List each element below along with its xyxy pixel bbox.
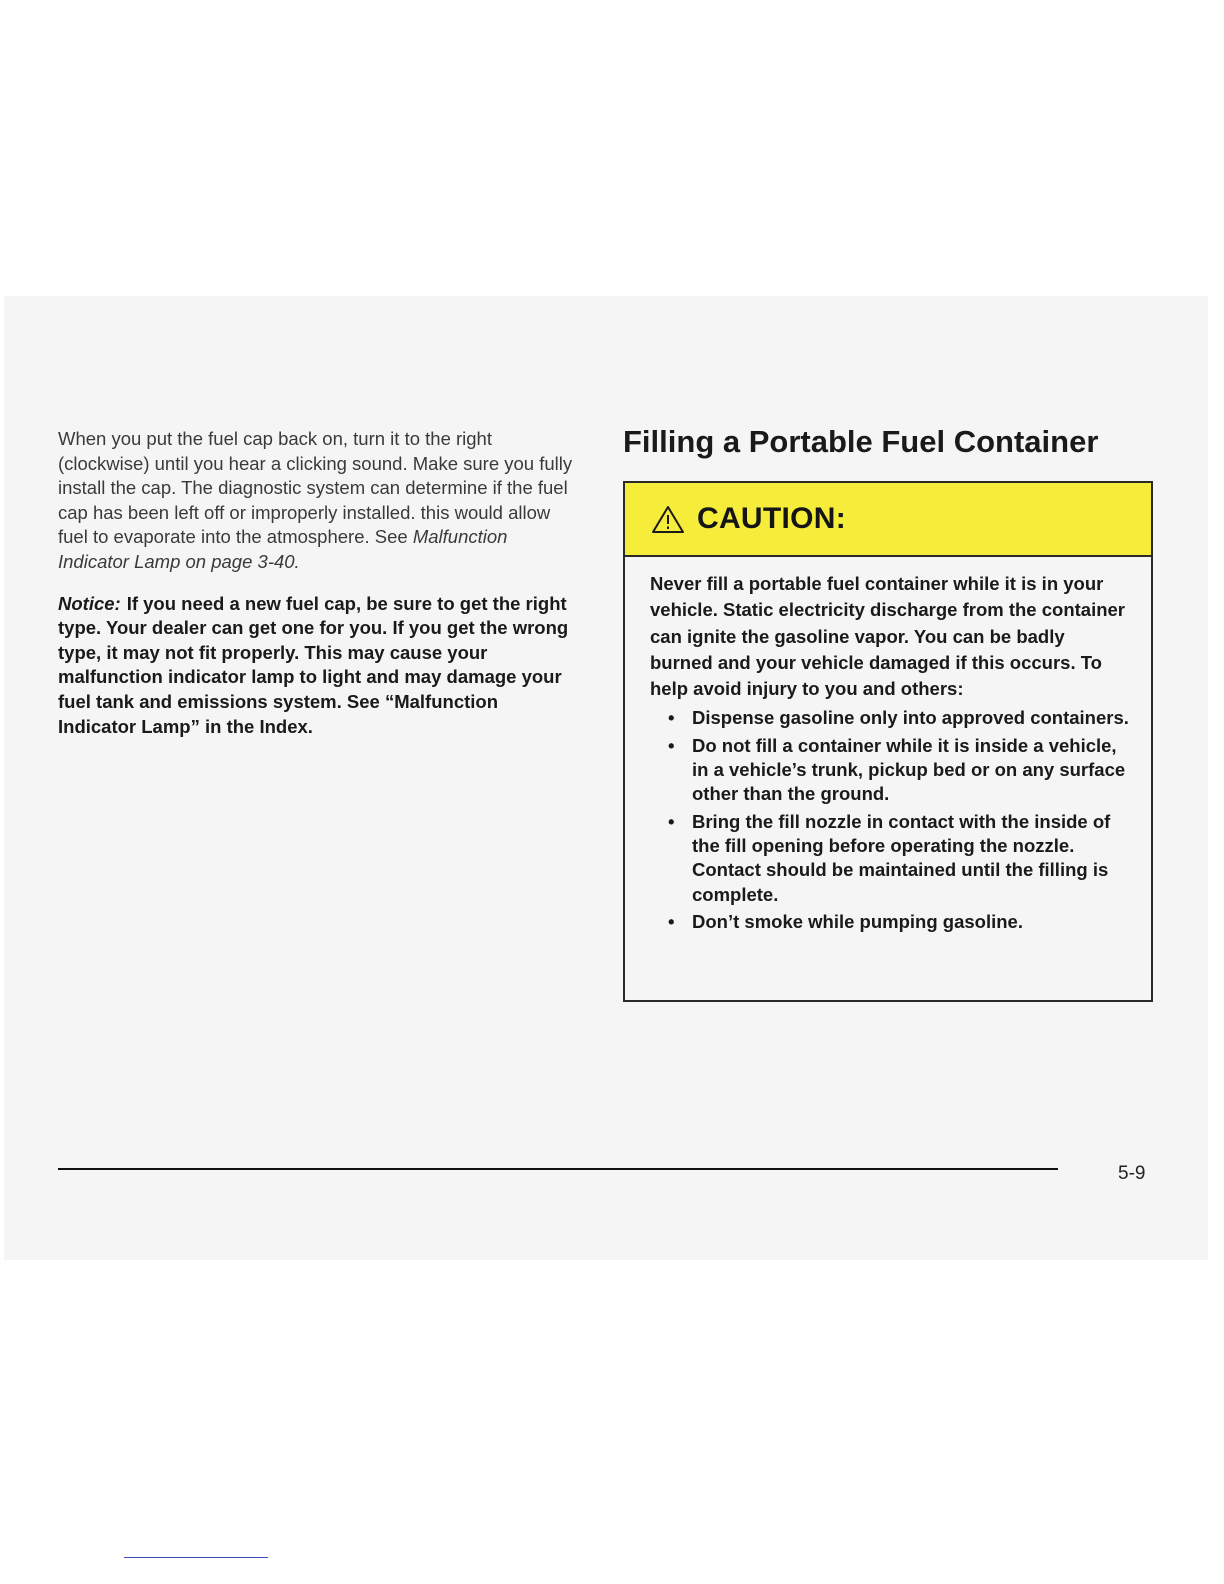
notice-label: Notice: <box>58 592 121 614</box>
notice-paragraph <box>58 592 578 740</box>
fuel-cap-paragraph-text: When you put the fuel cap back on, turn it to the right (clockwise) until you hear a clicking sound. Make sure you fully install the cap. The diagnostic system can determine if the fuel cap has been left off or improperly installed. this would allow fuel to evaporate into the atmosphere. See <box>58 428 573 548</box>
caution-bullet-text: Do not fill a container while it is inside a vehicle, in a vehicle’s trunk, pickup bed or on any surface other than the ground. <box>692 734 1126 805</box>
notice-text: If you need a new fuel cap, be sure to get the right type. Your dealer can get one for you. If you get the wrong type, it may not fit properly. This may cause your malfunction indicator lamp to light and may damage your fuel tank and emissions system. See “Malfunction Indicator Lamp” in the Index. <box>58 592 569 737</box>
caution-list-item <box>650 734 1131 807</box>
bullet-icon: • <box>668 734 675 756</box>
caution-box <box>623 481 1153 1002</box>
bullet-icon: • <box>668 810 675 832</box>
fuel-cap-paragraph <box>58 427 578 575</box>
caution-header <box>625 483 1151 557</box>
bottom-link-underline <box>124 1557 268 1558</box>
warning-triangle-icon <box>651 504 685 534</box>
caution-bullet-text: Don’t smoke while pumping gasoline. <box>692 910 1023 932</box>
caution-body <box>625 557 1151 934</box>
caution-list <box>650 706 1131 934</box>
caution-list-item <box>650 810 1131 907</box>
bullet-icon: • <box>668 910 675 932</box>
caution-heading: CAUTION: <box>697 502 847 535</box>
page-number: 5-9 <box>1118 1163 1146 1184</box>
caution-bullet-text: Bring the fill nozzle in contact with the inside of the fill opening before operating the nozzle. Contact should be maintained until the filling is complete. <box>692 810 1111 905</box>
bullet-icon: • <box>668 707 675 729</box>
footer-rule <box>58 1168 1058 1170</box>
section-title: Filling a Portable Fuel Container <box>623 424 1099 459</box>
left-column <box>58 427 578 739</box>
caution-bullet-text: Dispense gasoline only into approved containers. <box>692 707 1129 729</box>
right-column <box>623 420 1159 932</box>
caution-list-item <box>650 706 1131 730</box>
caution-list-item <box>650 910 1131 934</box>
malfunction-lamp-reference: Malfunction Indicator Lamp on page 3-40. <box>58 526 508 572</box>
caution-intro: Never fill a portable fuel container while it is in your vehicle. Static electricity discharge from the container can ignite the gasoline vapor. You can be badly burned and your vehicle damaged if this occurs. To help avoid injury to you and others: <box>650 573 1126 700</box>
